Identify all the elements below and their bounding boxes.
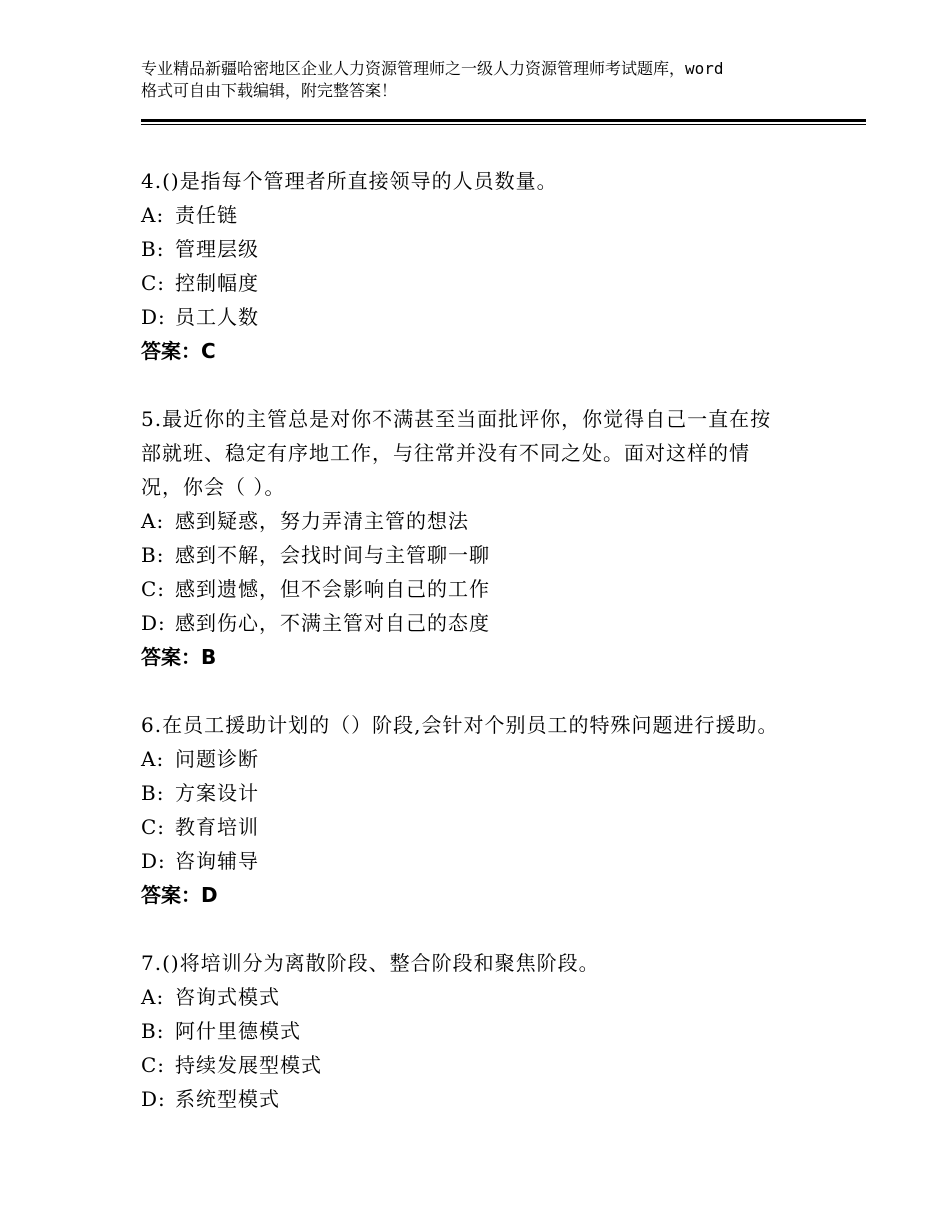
option-row <box>141 1048 841 1082</box>
option-key: D: <box>141 849 166 873</box>
option-key: B: <box>141 543 165 567</box>
option-row <box>141 266 841 300</box>
option-key: B: <box>141 1019 165 1043</box>
option-text: 控制幅度 <box>175 271 259 295</box>
option-text: 感到不解，会找时间与主管聊一聊 <box>175 543 490 567</box>
answer-value: C <box>201 339 216 363</box>
option-text: 问题诊断 <box>175 747 259 771</box>
header-rule-thin <box>141 124 866 125</box>
header-line-2: 格式可自由下载编辑，附完整答案！ <box>141 81 398 100</box>
option-row <box>141 844 841 878</box>
option-key: D: <box>141 305 166 329</box>
question-block <box>141 164 841 368</box>
option-key: C: <box>141 271 166 295</box>
option-key: A: <box>141 509 165 533</box>
header-rule-thick <box>141 119 866 122</box>
option-row <box>141 606 841 640</box>
question-block <box>141 708 841 912</box>
option-text: 教育培训 <box>175 815 259 839</box>
question-list <box>141 164 841 1150</box>
option-row <box>141 538 841 572</box>
option-row <box>141 198 841 232</box>
option-row <box>141 1014 841 1048</box>
document-header <box>141 58 841 102</box>
option-row <box>141 232 841 266</box>
option-row <box>141 980 841 1014</box>
question-block <box>141 402 841 674</box>
option-text: 方案设计 <box>175 781 259 805</box>
option-text: 员工人数 <box>175 305 259 329</box>
option-key: C: <box>141 815 166 839</box>
option-text: 系统型模式 <box>175 1087 280 1111</box>
question-text: 7.()将培训分为离散阶段、整合阶段和聚焦阶段。 <box>141 951 600 975</box>
option-text: 责任链 <box>175 203 238 227</box>
answer-line <box>141 334 841 368</box>
question-block <box>141 946 841 1116</box>
option-text: 咨询辅导 <box>175 849 259 873</box>
option-text: 持续发展型模式 <box>175 1053 322 1077</box>
option-key: C: <box>141 1053 166 1077</box>
question-text: 况，你会（ ）。 <box>141 475 286 499</box>
option-row <box>141 1082 841 1116</box>
option-row <box>141 300 841 334</box>
question-text: 4.()是指每个管理者所直接领导的人员数量。 <box>141 169 558 193</box>
question-text: 5.最近你的主管总是对你不满甚至当面批评你，你觉得自己一直在按 <box>141 407 772 431</box>
option-key: A: <box>141 985 165 1009</box>
option-row <box>141 572 841 606</box>
option-text: 感到遗憾，但不会影响自己的工作 <box>175 577 490 601</box>
option-text: 管理层级 <box>175 237 259 261</box>
answer-line <box>141 878 841 912</box>
option-key: C: <box>141 577 166 601</box>
option-row <box>141 504 841 538</box>
option-text: 感到疑惑，努力弄清主管的想法 <box>175 509 469 533</box>
option-row <box>141 742 841 776</box>
header-line-1: 专业精品新疆哈密地区企业人力资源管理师之一级人力资源管理师考试题库，word <box>141 59 724 78</box>
option-text: 咨询式模式 <box>175 985 280 1009</box>
option-key: D: <box>141 1087 166 1111</box>
question-text: 部就班、稳定有序地工作，与往常并没有不同之处。面对这样的情 <box>141 441 750 465</box>
option-row <box>141 776 841 810</box>
option-text: 感到伤心，不满主管对自己的态度 <box>175 611 490 635</box>
answer-value: D <box>201 883 218 907</box>
option-key: A: <box>141 203 165 227</box>
option-text: 阿什里德模式 <box>175 1019 301 1043</box>
question-text: 6.在员工援助计划的（）阶段,会针对个别员工的特殊问题进行援助。 <box>141 713 779 737</box>
option-key: D: <box>141 611 166 635</box>
answer-line <box>141 640 841 674</box>
option-key: A: <box>141 747 165 771</box>
answer-label: 答案： <box>141 339 201 363</box>
option-key: B: <box>141 237 165 261</box>
answer-label: 答案： <box>141 645 201 669</box>
option-row <box>141 810 841 844</box>
answer-value: B <box>201 645 217 669</box>
option-key: B: <box>141 781 165 805</box>
answer-label: 答案： <box>141 883 201 907</box>
